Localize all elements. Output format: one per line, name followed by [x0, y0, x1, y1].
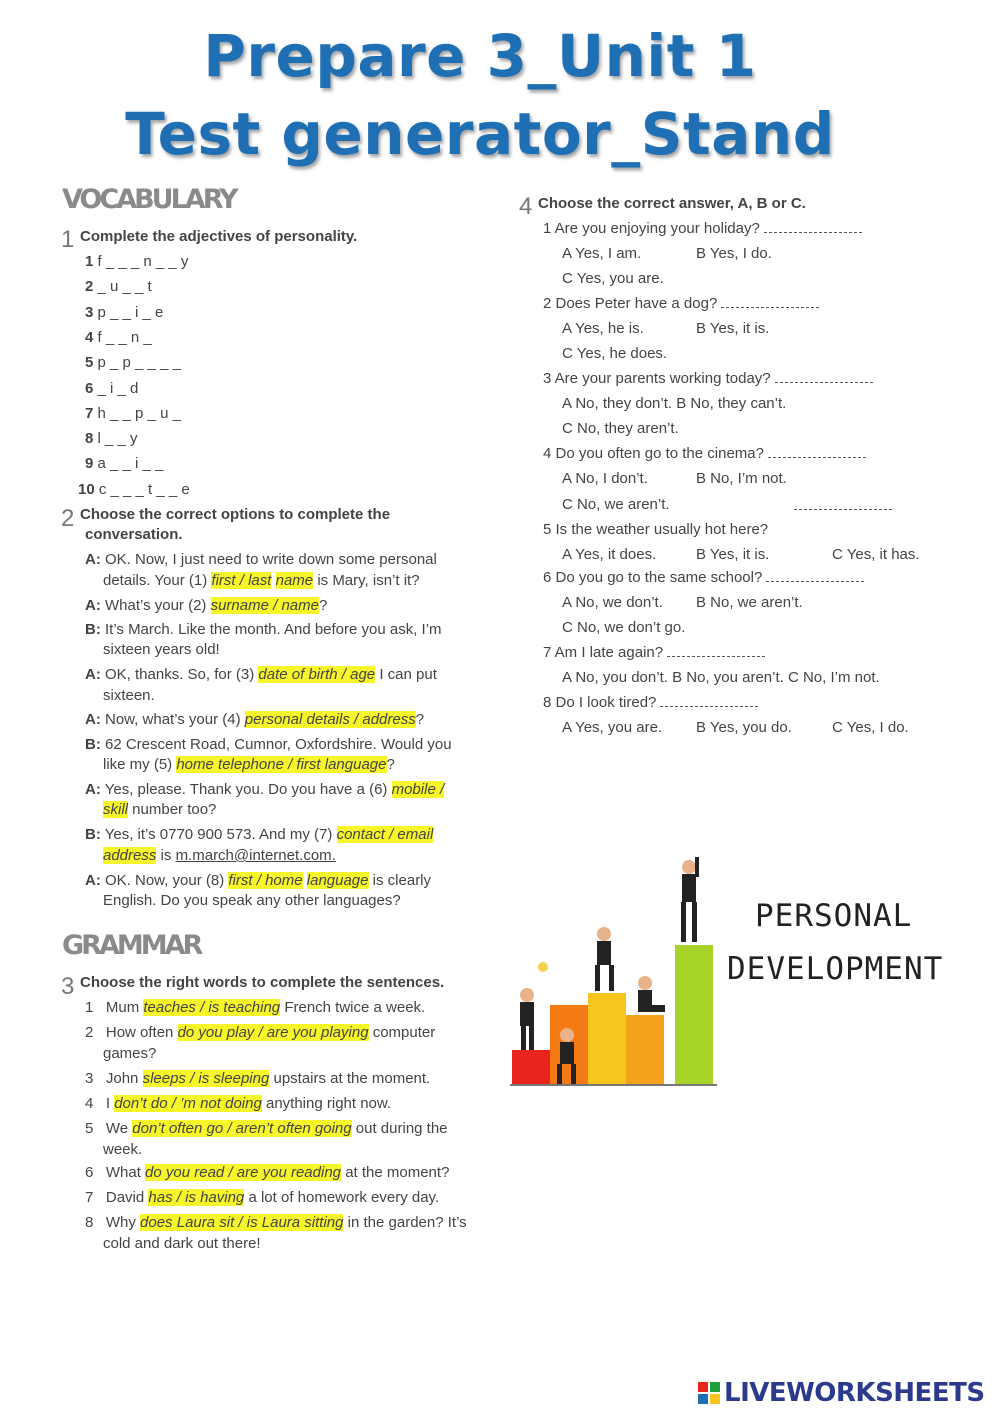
- bar-green: [675, 945, 713, 1085]
- answer-blank[interactable]: [721, 297, 819, 308]
- answer-option[interactable]: do you play / are you playing: [177, 1024, 369, 1041]
- answer-option[interactable]: date of birth / age: [258, 666, 376, 683]
- answer-blank[interactable]: [660, 696, 758, 707]
- email-link: m.march@internet.com.: [175, 847, 336, 864]
- answer-option[interactable]: don’t often go / aren’t often going: [132, 1120, 352, 1137]
- q3-item: games?: [103, 1045, 157, 1062]
- q3-item: 1 Mum teaches / is teaching French twice a week.: [85, 999, 426, 1016]
- bar-amber: [626, 1015, 664, 1085]
- q4-question: 1 Are you enjoying your holiday?: [543, 220, 862, 237]
- liveworksheets-logo-icon: [698, 1382, 720, 1404]
- answer-blank[interactable]: [667, 646, 765, 657]
- q3-number: 3: [61, 973, 75, 1000]
- q4-options[interactable]: A No, you don’t. B No, you aren’t. C No, I’m not.: [562, 669, 880, 686]
- q3-item: cold and dark out there!: [103, 1235, 261, 1252]
- q2-instruction-cont: conversation.: [85, 526, 183, 543]
- answer-option[interactable]: address: [103, 847, 157, 864]
- q4-question: 3 Are your parents working today?: [543, 370, 873, 387]
- answer-blank[interactable]: [768, 447, 866, 458]
- conv-line: address is m.march@internet.com.: [103, 847, 336, 864]
- bar-yellow: [588, 993, 626, 1085]
- q1-item[interactable]: 3 p _ _ i _ e: [85, 303, 164, 321]
- q1-item[interactable]: 6 _ i _ d: [85, 379, 139, 397]
- answer-blank[interactable]: [775, 372, 873, 383]
- q3-instruction: Choose the right words to complete the sentences.: [80, 974, 445, 991]
- personal-development-illustration: [505, 845, 725, 1090]
- q3-item: 3 John sleeps / is sleeping upstairs at the moment.: [85, 1070, 431, 1087]
- q4-instruction: Choose the correct answer, A, B or C.: [538, 195, 806, 212]
- conv-line: B: 62 Crescent Road, Cumnor, Oxfordshire. Would you: [85, 736, 452, 753]
- q4-options[interactable]: A Yes, I am. B Yes, I do.: [562, 245, 772, 262]
- q4-options[interactable]: C Yes, he does.: [562, 345, 668, 362]
- q1-item[interactable]: 9 a _ _ i _ _: [85, 455, 164, 473]
- conv-line: A: Yes, please. Thank you. Do you have a (6) mobile /: [85, 781, 445, 798]
- conv-line: skill number too?: [103, 801, 217, 818]
- answer-option[interactable]: sleeps / is sleeping: [142, 1070, 270, 1087]
- q4-question: 7 Am I late again?: [543, 644, 765, 661]
- q4-options[interactable]: C No, we aren’t.: [562, 496, 670, 513]
- answer-blank[interactable]: [794, 499, 892, 510]
- q4-options[interactable]: A Yes, you are. B Yes, you do. C Yes, I do.: [562, 719, 909, 736]
- q4-options[interactable]: A No, I don’t. B No, I’m not.: [562, 470, 787, 487]
- q4-question: 8 Do I look tired?: [543, 694, 758, 711]
- q3-item: 8 Why does Laura sit / is Laura sitting in the garden? It’s: [85, 1214, 467, 1231]
- conv-line: A: OK. Now, your (8) first / home language is clearly: [85, 872, 432, 889]
- bar-red: [512, 1050, 550, 1085]
- answer-option[interactable]: has / is having: [148, 1189, 245, 1206]
- conv-line: A: What’s your (2) surname / name?: [85, 597, 328, 614]
- q1-item[interactable]: 2 _ u _ _ t: [85, 278, 152, 296]
- q1-item[interactable]: 7 h _ _ p _ u _: [85, 404, 181, 422]
- q3-item: 5 We don’t often go / aren’t often going out during the: [85, 1120, 448, 1137]
- answer-option[interactable]: home: [265, 872, 303, 889]
- q4-question: 5 Is the weather usually hot here?: [543, 521, 769, 538]
- answer-blank[interactable]: [766, 571, 864, 582]
- q4-options[interactable]: A Yes, it does. B Yes, it is. C Yes, it has.: [562, 546, 920, 563]
- answer-blank[interactable]: [764, 222, 862, 233]
- conv-line: A: Now, what’s your (4) personal details / address?: [85, 711, 425, 728]
- q4-number: 4: [519, 193, 533, 220]
- answer-option[interactable]: skill: [103, 801, 128, 818]
- answer-option[interactable]: contact / email: [336, 826, 434, 843]
- conv-line: A: OK, thanks. So, for (3) date of birth / age I can put: [85, 666, 437, 683]
- q4-question: 6 Do you go to the same school?: [543, 569, 864, 586]
- q2-instruction: Choose the correct options to complete the: [80, 506, 391, 523]
- q3-item: week.: [103, 1141, 143, 1158]
- q4-options[interactable]: C No, they aren’t.: [562, 420, 679, 437]
- q4-options[interactable]: C Yes, you are.: [562, 270, 664, 287]
- answer-option[interactable]: surname / name: [210, 597, 319, 614]
- conv-line: A: OK. Now, I just need to write down some personal: [85, 551, 437, 568]
- q1-item[interactable]: 5 p _ p _ _ _ _: [85, 354, 181, 372]
- title-line-2: Test generator_Stand: [125, 100, 835, 168]
- answer-option[interactable]: mobile /: [391, 781, 445, 798]
- q3-item: 4 I don’t do / ’m not doing anything right now.: [85, 1095, 392, 1112]
- conv-line: B: Yes, it’s 0770 900 573. And my (7) contact / email: [85, 826, 434, 843]
- conv-line: B: It’s March. Like the month. And before you ask, I’m: [85, 621, 442, 638]
- q4-options[interactable]: C No, we don’t go.: [562, 619, 686, 636]
- answer-option[interactable]: don’t do / ’m not doing: [114, 1095, 262, 1112]
- personal-label: PERSONAL: [755, 898, 913, 934]
- q1-instruction: Complete the adjectives of personality.: [80, 228, 358, 245]
- conv-line: sixteen years old!: [103, 641, 220, 658]
- conv-line: sixteen.: [103, 687, 155, 704]
- q4-options[interactable]: A Yes, he is. B Yes, it is.: [562, 320, 770, 337]
- liveworksheets-logo[interactable]: LIVEWORKSHEETS: [724, 1378, 985, 1408]
- answer-option[interactable]: first: [228, 872, 253, 889]
- q4-options[interactable]: A No, they don’t. B No, they can’t.: [562, 395, 787, 412]
- answer-option[interactable]: last: [248, 572, 272, 589]
- answer-option[interactable]: personal details / address: [244, 711, 416, 728]
- answer-option[interactable]: first: [211, 572, 236, 589]
- q4-question: 4 Do you often go to the cinema?: [543, 445, 866, 462]
- q1-item[interactable]: 4 f _ _ n _: [85, 328, 152, 346]
- answer-option[interactable]: do you read / are you reading: [145, 1164, 342, 1181]
- q3-item: 6 What do you read / are you reading at the moment?: [85, 1164, 450, 1181]
- q1-number: 1: [61, 226, 75, 253]
- conv-line: English. Do you speak any other languages?: [103, 892, 401, 909]
- answer-option[interactable]: does Laura sit / is Laura sitting: [140, 1214, 344, 1231]
- q3-item: 7 David has / is having a lot of homework every day.: [85, 1189, 440, 1206]
- vocabulary-heading: VOCABULARY: [62, 184, 236, 215]
- conv-line: like my (5) home telephone / first language?: [103, 756, 395, 773]
- q1-item[interactable]: 1 f _ _ _ n _ _ y: [85, 253, 189, 270]
- title-line-1: Prepare 3_Unit 1: [203, 22, 757, 90]
- q1-item[interactable]: 10 c _ _ _ t _ _ e: [78, 480, 190, 498]
- conv-line: details. Your (1) first / last name is Mary, isn’t it?: [103, 572, 420, 589]
- answer-option[interactable]: home telephone / first language: [176, 756, 387, 773]
- q4-options[interactable]: A No, we don’t. B No, we aren’t.: [562, 594, 803, 611]
- grammar-heading: GRAMMAR: [62, 930, 201, 961]
- q2-number: 2: [61, 505, 75, 532]
- q3-item: 2 How often do you play / are you playing computer: [85, 1024, 436, 1041]
- q1-item[interactable]: 8 l _ _ y: [85, 430, 138, 448]
- development-label: DEVELOPMENT: [727, 951, 944, 987]
- q4-question: 2 Does Peter have a dog?: [543, 295, 819, 312]
- answer-option[interactable]: teaches / is teaching: [143, 999, 281, 1016]
